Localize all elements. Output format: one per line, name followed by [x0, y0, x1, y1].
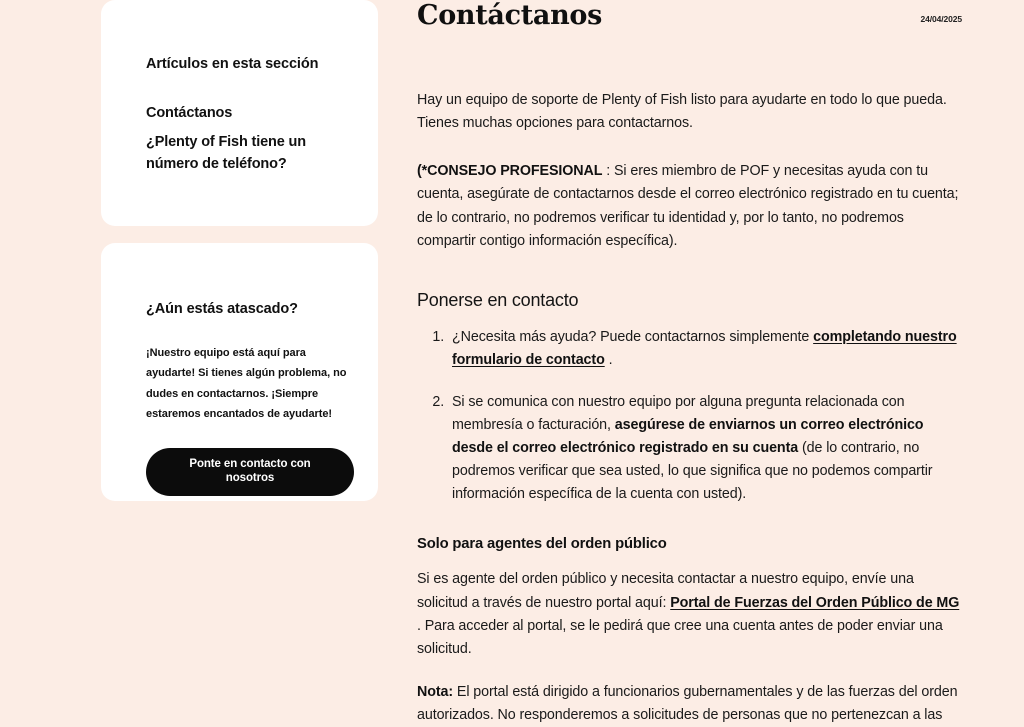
get-in-touch-heading: Ponerse en contacto [417, 289, 579, 310]
articles-in-section-card [101, 0, 378, 226]
article-date: 24/04/2025 [920, 14, 962, 24]
article-content [417, 0, 962, 727]
list-item [448, 326, 962, 372]
still-stuck-card [101, 243, 378, 501]
pro-tip-paragraph [417, 160, 962, 253]
still-stuck-heading: ¿Aún estás atascado? [146, 301, 298, 317]
list-item-1-text-before: ¿Necesita más ayuda? Puede contactarnos simplemente [452, 329, 814, 346]
list-item-2-text-before: Si se comunica con nuestro equipo por alguna pregunta relacionada con membresía o facturación, [452, 393, 905, 433]
pro-tip-text: : Si eres miembro de POF y necesitas ayuda con tu cuenta, asegúrate de contactarnos desde el correo electrónico registrado en tu cuenta; de lo contrario, no podremos verificar tu identidad y, por lo tanto, no podremos compartir contigo información específica). [417, 163, 959, 249]
note-paragraph [417, 681, 962, 727]
law-enforcement-text-before: Si es agente del orden público y necesita contactar a nuestro equipo, envíe una solicitud a través de nuestro portal aquí: [417, 571, 914, 611]
list-item-2-bold: asegúrese de enviarnos un correo electrónico desde el correo electrónico registrado en su cuenta [452, 416, 924, 456]
get-in-touch-button[interactable]: Ponte en contacto con nosotros [146, 448, 354, 496]
list-item-2-text-after: (de lo contrario, no podremos verificar que sea usted, lo que significa que no podemos compartir información específica de la cuenta con usted). [452, 439, 933, 503]
list-item-1-text-after: . [604, 352, 613, 369]
sidebar-article-link-contactanos[interactable]: Contáctanos [146, 104, 233, 121]
page-title: Contáctanos [417, 0, 603, 31]
note-label: Nota: [417, 684, 454, 701]
sidebar-article-link-telefono[interactable]: ¿Plenty of Fish tiene un número de teléfono? [146, 133, 306, 172]
contact-options-list [417, 326, 962, 506]
articles-section-heading: Artículos en esta sección [146, 56, 319, 72]
law-enforcement-heading: Solo para agentes del orden público [417, 536, 667, 553]
note-text: El portal está dirigido a funcionarios gubernamentales y de las fuerzas del orden autorizados. No responderemos a solicitudes de personas que no pertenezcan a las [417, 684, 958, 724]
pro-tip-label: (*CONSEJO PROFESIONAL [417, 163, 603, 180]
law-enforcement-portal-link[interactable]: Portal de Fuerzas del Orden Público de MG [670, 594, 960, 611]
list-item [448, 391, 962, 507]
intro-paragraph: Hay un equipo de soporte de Plenty of Fish listo para ayudarte en todo lo que pueda. Tienes muchas opciones para contactarnos. [417, 92, 947, 132]
still-stuck-body-text: ¡Nuestro equipo está aquí para ayudarte! Si tienes algún problema, no dudes en contactarnos. ¡Siempre estaremos encantados de ayudarte! [146, 347, 347, 421]
law-enforcement-text-after: . Para acceder al portal, se le pedirá que cree una cuenta antes de poder enviar una solicitud. [417, 617, 943, 657]
article-header [417, 0, 962, 44]
law-enforcement-paragraph [417, 568, 962, 661]
sidebar [101, 0, 378, 501]
contact-form-link[interactable]: completando nuestro formulario de contacto [452, 329, 957, 369]
